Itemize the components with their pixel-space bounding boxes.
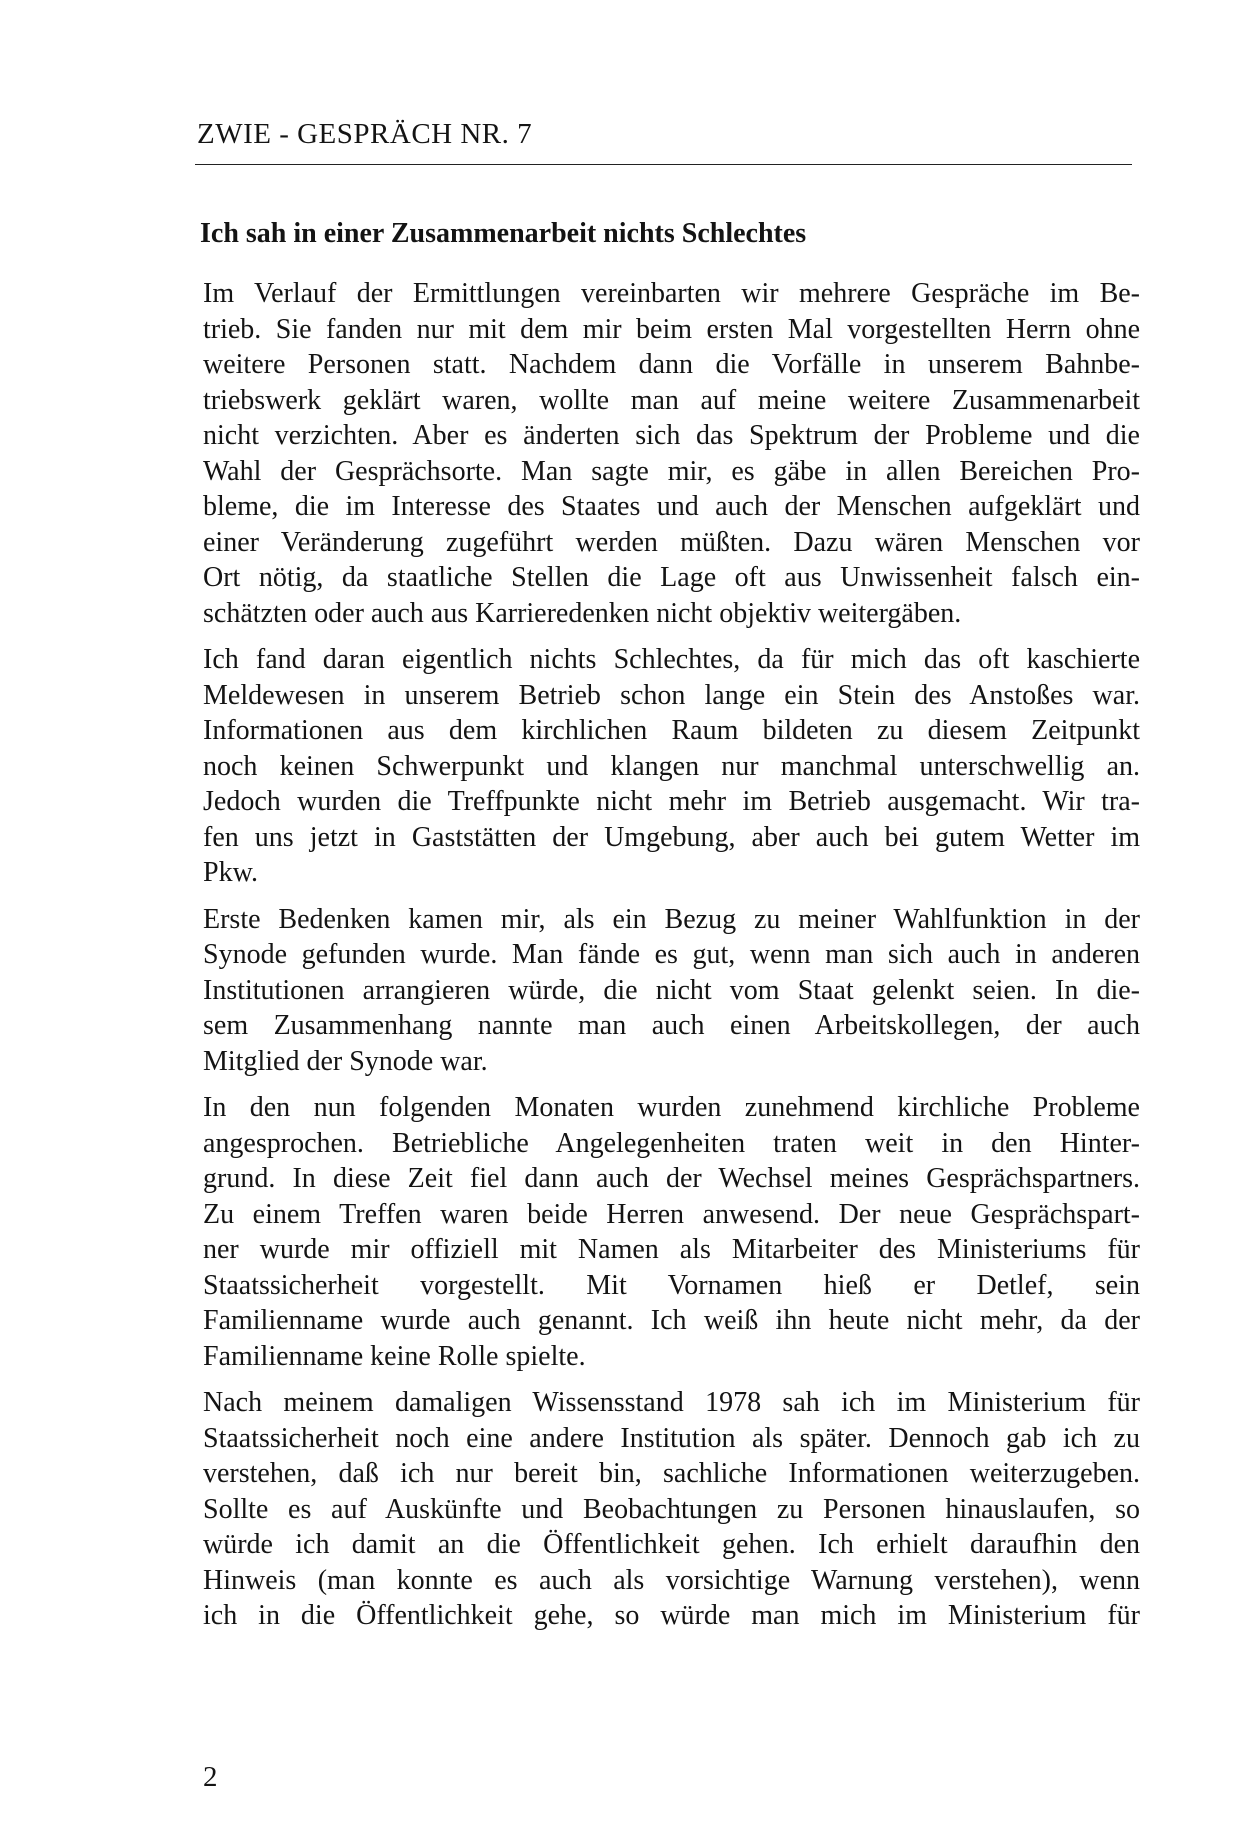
text-line: schätzten oder auch aus Karrieredenken nicht objektiv weitergäben. [203, 597, 962, 629]
text-line: Pkw. [203, 857, 258, 888]
text-line: sem Zusammenhang nannte man auch einen Arbeitskollegen, der auch [203, 1010, 1140, 1041]
text-line: noch keinen Schwerpunkt und klangen nur manchmal unterschwellig an. [203, 750, 1140, 782]
text-line: Staatssicherheit vorgestellt. Mit Vornamen hieß er Detlef, sein [203, 1269, 1140, 1301]
text-line: Institutionen arrangieren würde, die nicht vom Staat gelenkt seien. In die- [203, 974, 1140, 1006]
text-line: Zu einem Treffen waren beide Herren anwesend. Der neue Gesprächspart- [203, 1198, 1140, 1230]
text-line: Im Verlauf der Ermittlungen vereinbarten wir mehrere Gespräche im Be- [203, 278, 1140, 309]
text-line: Sollte es auf Auskünfte und Beobachtungen zu Personen hinauslaufen, so [203, 1493, 1140, 1525]
text-line: Familienname keine Rolle spielte. [203, 1340, 586, 1372]
text-line: Nach meinem damaligen Wissensstand 1978 sah ich im Ministerium für [203, 1387, 1140, 1418]
body-text [203, 276, 1140, 1645]
paragraph [203, 1090, 1140, 1374]
paragraph [203, 1385, 1140, 1634]
header-rule [195, 164, 1132, 165]
text-line: fen uns jetzt in Gaststätten der Umgebung, aber auch bei gutem Wetter im [203, 821, 1140, 853]
text-line: weitere Personen statt. Nachdem dann die Vorfälle in unserem Bahnbe- [203, 349, 1140, 380]
text-line: Ich fand daran eigentlich nichts Schlechtes, da für mich das oft kaschierte [203, 644, 1140, 675]
paragraph [203, 902, 1140, 1080]
text-line: angesprochen. Betriebliche Angelegenheiten traten weit in den Hinter- [203, 1127, 1140, 1159]
text-line: triebswerk geklärt waren, wollte man auf meine weitere Zusammenarbeit [203, 384, 1140, 416]
paragraph [203, 276, 1140, 631]
section-title: Ich sah in einer Zusammenarbeit nichts Schlechtes [200, 218, 807, 249]
text-line: würde ich damit an die Öffentlichkeit gehen. Ich erhielt daraufhin den [203, 1529, 1140, 1560]
text-line: Erste Bedenken kamen mir, als ein Bezug zu meiner Wahlfunktion in der [203, 903, 1140, 935]
text-line: Jedoch wurden die Treffpunkte nicht mehr im Betrieb ausgemacht. Wir tra- [203, 786, 1140, 817]
text-line: Ort nötig, da staatliche Stellen die Lage oft aus Unwissenheit falsch ein- [203, 562, 1140, 593]
text-line: ich in die Öffentlichkeit gehe, so würde man mich im Ministerium für [203, 1600, 1140, 1631]
text-line: nicht verzichten. Aber es änderten sich das Spektrum der Probleme und die [203, 420, 1140, 451]
text-line: ner wurde mir offiziell mit Namen als Mitarbeiter des Ministeriums für [203, 1234, 1140, 1265]
text-line: einer Veränderung zugeführt werden müßten. Dazu wären Menschen vor [203, 526, 1140, 558]
text-line: trieb. Sie fanden nur mit dem mir beim ersten Mal vorgestellten Herrn ohne [203, 313, 1140, 345]
text-line: Synode gefunden wurde. Man fände es gut, wenn man sich auch in anderen [203, 939, 1140, 970]
page-number: 2 [203, 1761, 218, 1793]
text-line: Meldewesen in unserem Betrieb schon lange ein Stein des Anstoßes war. [203, 679, 1140, 711]
text-line: Familienname wurde auch genannt. Ich weiß ihn heute nicht mehr, da der [203, 1305, 1140, 1336]
text-line: In den nun folgenden Monaten wurden zunehmend kirchliche Probleme [203, 1092, 1140, 1123]
running-header: ZWIE - GESPRÄCH NR. 7 [197, 118, 533, 150]
paragraph [203, 642, 1140, 891]
text-line: grund. In diese Zeit fiel dann auch der Wechsel meines Gesprächspartners. [203, 1163, 1140, 1194]
text-line: Staatssicherheit noch eine andere Institution als später. Dennoch gab ich zu [203, 1422, 1140, 1454]
text-line: Hinweis (man konnte es auch als vorsichtige Warnung verstehen), wenn [203, 1564, 1140, 1596]
text-line: verstehen, daß ich nur bereit bin, sachliche Informationen weiterzugeben. [203, 1458, 1140, 1489]
text-line: Informationen aus dem kirchlichen Raum bildeten zu diesem Zeitpunkt [203, 715, 1140, 746]
text-line: Mitglied der Synode war. [203, 1045, 488, 1077]
text-line: Wahl der Gesprächsorte. Man sagte mir, es gäbe in allen Bereichen Pro- [203, 455, 1140, 487]
text-line: bleme, die im Interesse des Staates und auch der Menschen aufgeklärt und [203, 491, 1140, 522]
